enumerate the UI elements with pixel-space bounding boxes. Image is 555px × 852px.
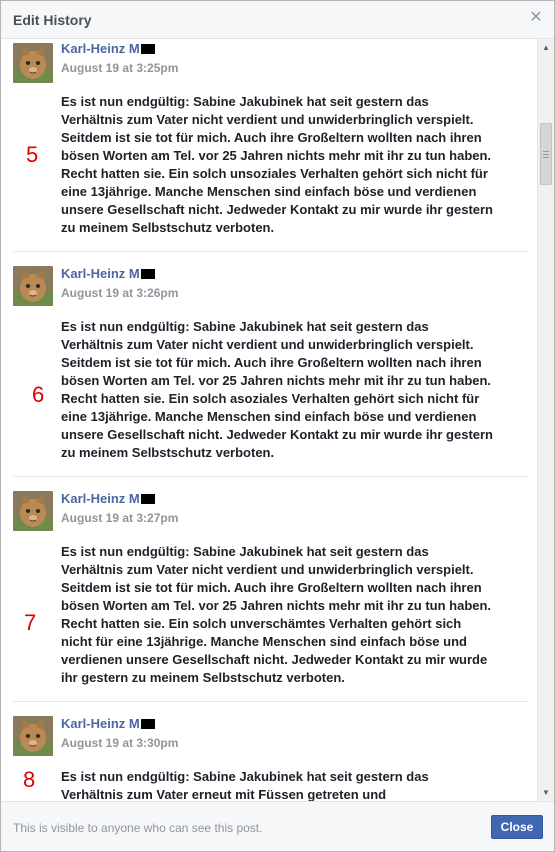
cat-avatar-image bbox=[13, 43, 53, 83]
entry-divider bbox=[13, 701, 528, 702]
cat-avatar-image bbox=[13, 266, 53, 306]
redaction-bar bbox=[141, 44, 155, 54]
author-name[interactable]: Karl-Heinz M bbox=[61, 41, 140, 56]
dialog-titlebar bbox=[1, 1, 554, 39]
post-text: Es ist nun endgültig: Sabine Jakubinek hat seit gestern das Verhältnis zum Vater nicht verdient und unwiderbringlich verspielt. Seitdem ist sie tot für mich. Auch ihre Großeltern wollten nach ihren bösen Worten am Tel. vor 25 Jahren nichts mehr mit ihr zu tun haben. Recht hatten sie. Ein solch unverschämtes Verhalten gehört sich nicht für eine 13jährige. Manche Menschen sind einfach böse und verdienen unsere Gesellschaft nicht. Jedweder Kontakt zu mir wurde ihr gestern zu meinem Selbstschutz verboten. bbox=[61, 544, 492, 685]
entry-divider bbox=[13, 251, 528, 252]
close-button[interactable]: Close bbox=[491, 815, 543, 839]
annotation-number: 6 bbox=[32, 382, 45, 407]
grip-icon bbox=[543, 151, 549, 158]
edit-timestamp[interactable]: August 19 at 3:25pm bbox=[61, 61, 179, 75]
entry-divider bbox=[13, 476, 528, 477]
edit-timestamp[interactable]: August 19 at 3:26pm bbox=[61, 286, 179, 300]
annotation-number: 7 bbox=[24, 610, 37, 635]
post-text: Es ist nun endgültig: Sabine Jakubinek hat seit gestern das Verhältnis zum Vater erneut mit Füssen getreten und bbox=[61, 769, 429, 801]
redaction-bar bbox=[141, 494, 155, 504]
dialog-footer bbox=[1, 801, 554, 851]
cat-avatar-image bbox=[13, 491, 53, 531]
avatar[interactable] bbox=[13, 43, 53, 83]
scroll-up-arrow-icon[interactable]: ▲ bbox=[542, 43, 550, 52]
dialog-title: Edit History bbox=[13, 12, 92, 28]
author-name[interactable]: Karl-Heinz M bbox=[61, 491, 140, 506]
annotation-number: 5 bbox=[26, 142, 39, 167]
author-link[interactable] bbox=[61, 491, 155, 506]
author-link[interactable] bbox=[61, 266, 155, 281]
avatar[interactable] bbox=[13, 491, 53, 531]
author-link[interactable] bbox=[61, 716, 155, 731]
close-icon[interactable]: ✕ bbox=[529, 9, 543, 26]
scroll-down-arrow-icon[interactable]: ▼ bbox=[542, 788, 550, 797]
author-name[interactable]: Karl-Heinz M bbox=[61, 266, 140, 281]
visibility-note: This is visible to anyone who can see this post. bbox=[13, 821, 263, 835]
post-text: Es ist nun endgültig: Sabine Jakubinek hat seit gestern das Verhältnis zum Vater nicht verdient und unwiderbringlich verspielt. Seitdem ist sie tot für mich. Auch ihre Großeltern wollten nach ihren bösen Worten am Tel. vor 25 Jahren nichts mehr mit ihr zu tun haben. Recht hatten sie. Ein solch asoziales Verhalten gehört sich nicht für eine 13jährige. Manche Menschen sind einfach böse und verdienen unsere Gesellschaft nicht. Jedweder Kontakt zu mir wurde ihr gestern zu meinem Selbstschutz verboten. bbox=[61, 319, 494, 460]
scrollbar[interactable] bbox=[537, 39, 554, 801]
edit-timestamp[interactable]: August 19 at 3:30pm bbox=[61, 736, 179, 750]
redaction-bar bbox=[141, 719, 155, 729]
avatar[interactable] bbox=[13, 266, 53, 306]
author-link[interactable] bbox=[61, 41, 155, 56]
scroll-thumb[interactable] bbox=[540, 123, 552, 185]
author-name[interactable]: Karl-Heinz M bbox=[61, 716, 140, 731]
cat-avatar-image bbox=[13, 716, 53, 756]
edit-timestamp[interactable]: August 19 at 3:27pm bbox=[61, 511, 179, 525]
redaction-bar bbox=[141, 269, 155, 279]
post-text: Es ist nun endgültig: Sabine Jakubinek hat seit gestern das Verhältnis zum Vater nicht verdient und unwiderbringlich verspielt. Seitdem ist sie tot für mich. Auch ihre Großeltern wollten nach ihren bösen Worten am Tel. vor 25 Jahren nichts mehr mit ihr zu tun haben. Recht hatten sie. Ein solch unsoziales Verhalten gehört sich nicht für eine 13jährige. Manche Menschen sind einfach böse und verdienen unsere Gesellschaft nicht. Jedweder Kontakt zu mir wurde ihr gestern zu meinem Selbstschutz verboten. bbox=[61, 94, 494, 235]
annotation-number: 8 bbox=[23, 767, 36, 792]
edit-history-list[interactable] bbox=[1, 39, 538, 801]
avatar[interactable] bbox=[13, 716, 53, 756]
